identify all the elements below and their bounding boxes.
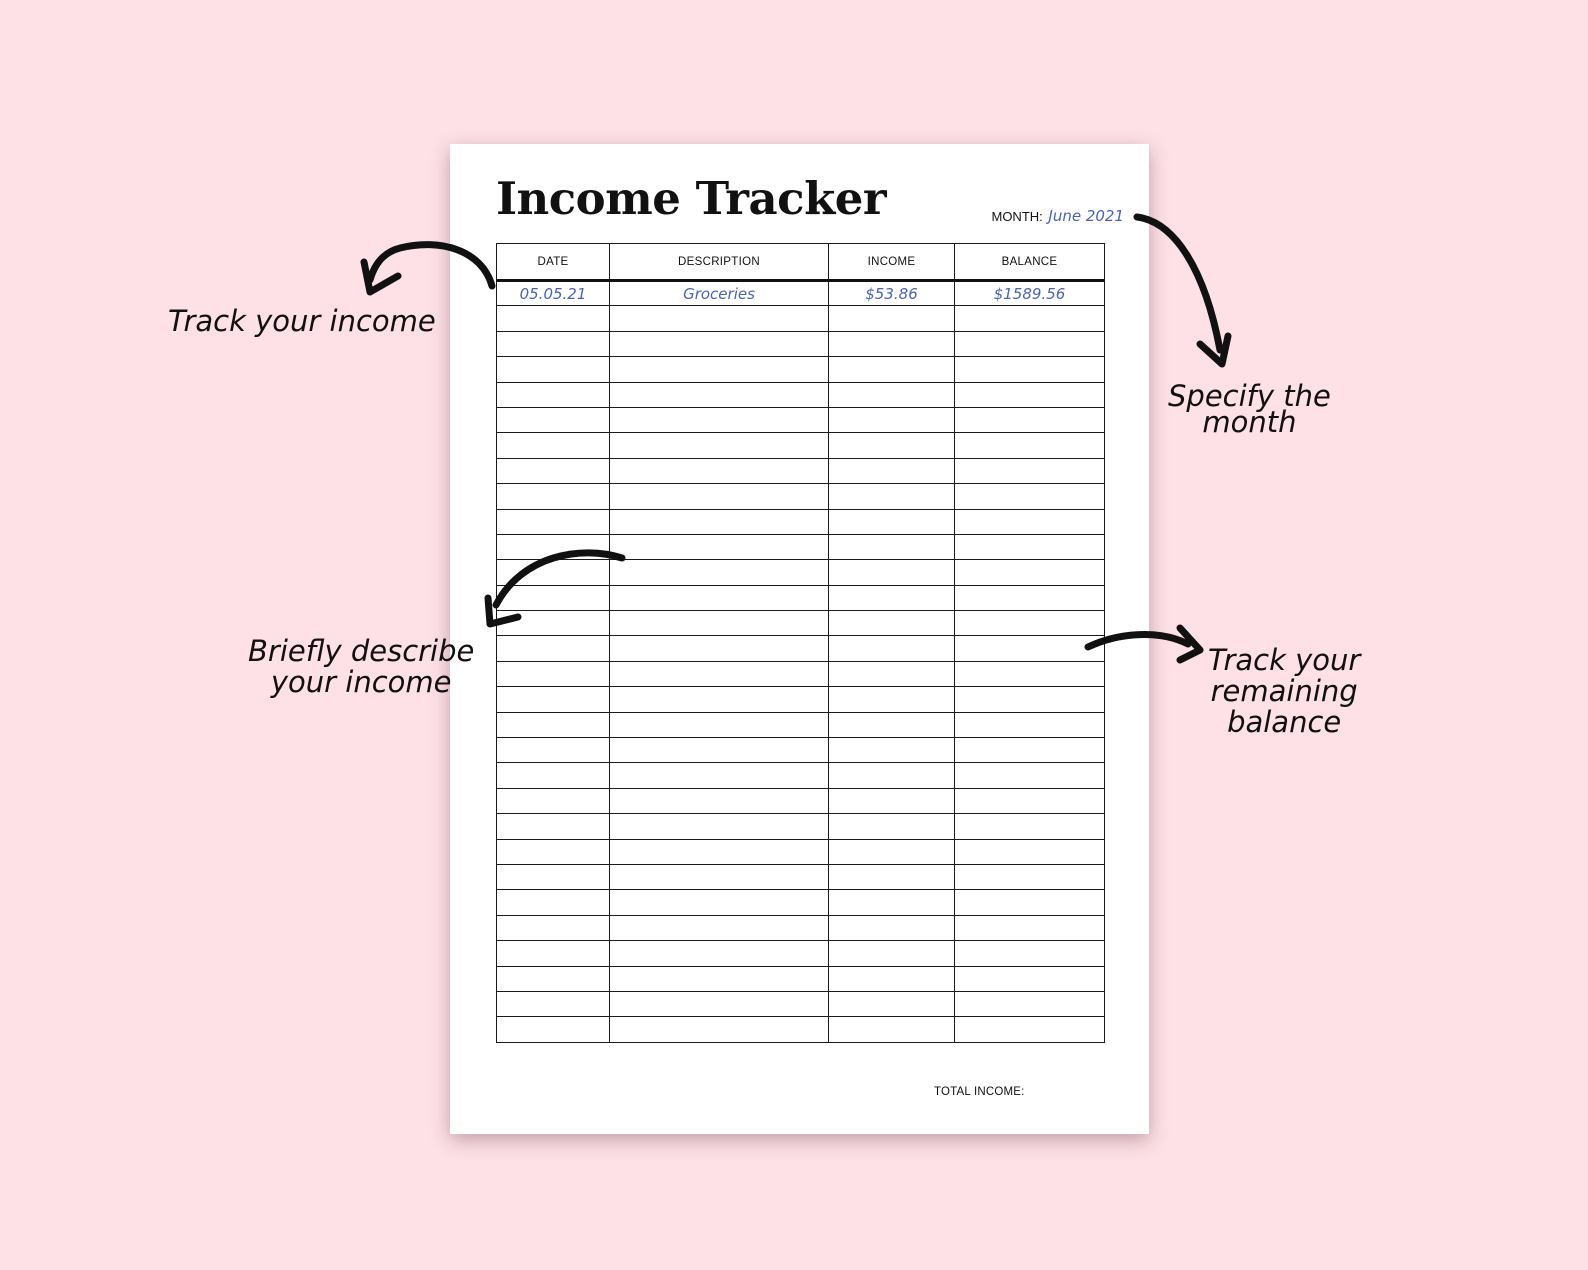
- annotation-line: Specify the: [1168, 379, 1331, 413]
- cell-balance: [955, 534, 1105, 559]
- cell-date: [497, 306, 610, 331]
- table-row: [497, 382, 1105, 407]
- arrow-specify-month-icon: [1137, 217, 1228, 364]
- cell-date: [497, 839, 610, 864]
- cell-income: [829, 382, 955, 407]
- cell-description: [610, 864, 829, 889]
- table-row: [497, 534, 1105, 559]
- annotation-line: balance: [1227, 705, 1342, 740]
- cell-balance: [955, 966, 1105, 991]
- cell-income: [829, 712, 955, 737]
- cell-description: [610, 636, 829, 661]
- cell-date: [497, 509, 610, 534]
- cell-description: [610, 991, 829, 1016]
- cell-income: [829, 763, 955, 788]
- cell-balance: [955, 484, 1105, 509]
- cell-date: [497, 611, 610, 636]
- cell-income: [829, 484, 955, 509]
- cell-date: [497, 534, 610, 559]
- table-row: [497, 484, 1105, 509]
- column-header-balance: BALANCE: [955, 244, 1105, 281]
- cell-date: [497, 890, 610, 915]
- cell-income: [829, 611, 955, 636]
- cell-balance: [955, 611, 1105, 636]
- income-table: [496, 243, 1105, 1043]
- cell-description: [610, 890, 829, 915]
- cell-date: [497, 331, 610, 356]
- cell-date: [497, 1017, 610, 1042]
- cell-income: [829, 814, 955, 839]
- cell-income: [829, 458, 955, 483]
- cell-description: [610, 484, 829, 509]
- entry-income: $53.86: [829, 281, 955, 306]
- cell-balance: [955, 306, 1105, 331]
- annotation-describe-income: [248, 636, 474, 698]
- table-row: [497, 281, 1105, 306]
- table-row: [497, 611, 1105, 636]
- cell-income: [829, 661, 955, 686]
- table-row: [497, 687, 1105, 712]
- table-row: [497, 941, 1105, 966]
- cell-description: [610, 941, 829, 966]
- cell-balance: [955, 636, 1105, 661]
- table-row: [497, 1017, 1105, 1042]
- column-header-date: DATE: [497, 244, 610, 281]
- cell-balance: [955, 509, 1105, 534]
- table-row: [497, 966, 1105, 991]
- cell-description: [610, 560, 829, 585]
- cell-description: [610, 814, 829, 839]
- table-row: [497, 763, 1105, 788]
- cell-income: [829, 636, 955, 661]
- cell-income: [829, 991, 955, 1016]
- cell-description: [610, 661, 829, 686]
- cell-date: [497, 788, 610, 813]
- month-value: June 2021: [1048, 207, 1124, 225]
- cell-date: [497, 814, 610, 839]
- annotation-line: remaining: [1210, 674, 1358, 709]
- cell-balance: [955, 864, 1105, 889]
- table-row: [497, 560, 1105, 585]
- column-header-description: DESCRIPTION: [610, 244, 829, 281]
- cell-income: [829, 509, 955, 534]
- entry-balance: $1589.56: [955, 281, 1105, 306]
- cell-income: [829, 331, 955, 356]
- cell-date: [497, 560, 610, 585]
- cell-balance: [955, 331, 1105, 356]
- cell-income: [829, 864, 955, 889]
- table-row: [497, 585, 1105, 610]
- cell-date: [497, 661, 610, 686]
- table-row: [497, 458, 1105, 483]
- cell-balance: [955, 407, 1105, 432]
- cell-income: [829, 560, 955, 585]
- cell-description: [610, 433, 829, 458]
- table-row: [497, 661, 1105, 686]
- cell-description: [610, 585, 829, 610]
- cell-description: [610, 509, 829, 534]
- cell-description: [610, 1017, 829, 1042]
- cell-income: [829, 738, 955, 763]
- sheet-title: Income Tracker: [496, 172, 887, 225]
- cell-description: [610, 687, 829, 712]
- table-row: [497, 991, 1105, 1016]
- annotation-text: Track your income: [168, 304, 436, 338]
- table-row: [497, 712, 1105, 737]
- cell-balance: [955, 433, 1105, 458]
- table-row: [497, 357, 1105, 382]
- month-label: MONTH:: [991, 209, 1043, 224]
- cell-income: [829, 585, 955, 610]
- cell-date: [497, 585, 610, 610]
- cell-date: [497, 458, 610, 483]
- cell-date: [497, 864, 610, 889]
- annotation-remaining-balance: [1208, 645, 1360, 738]
- cell-balance: [955, 712, 1105, 737]
- cell-income: [829, 407, 955, 432]
- cell-balance: [955, 915, 1105, 940]
- cell-date: [497, 991, 610, 1016]
- annotation-line: your income: [270, 665, 452, 700]
- annotation-line: Track your: [1208, 643, 1361, 677]
- cell-income: [829, 890, 955, 915]
- cell-income: [829, 941, 955, 966]
- cell-balance: [955, 382, 1105, 407]
- table-row: [497, 814, 1105, 839]
- cell-balance: [955, 687, 1105, 712]
- cell-date: [497, 484, 610, 509]
- cell-balance: [955, 1017, 1105, 1042]
- cell-description: [610, 788, 829, 813]
- table-header-row: [497, 244, 1105, 281]
- cell-income: [829, 306, 955, 331]
- cell-date: [497, 738, 610, 763]
- table-row: [497, 738, 1105, 763]
- annotation-track-income: [168, 306, 436, 337]
- cell-description: [610, 331, 829, 356]
- table-row: [497, 331, 1105, 356]
- cell-balance: [955, 458, 1105, 483]
- cell-date: [497, 357, 610, 382]
- cell-income: [829, 357, 955, 382]
- cell-date: [497, 687, 610, 712]
- cell-balance: [955, 814, 1105, 839]
- cell-description: [610, 763, 829, 788]
- cell-description: [610, 382, 829, 407]
- table-row: [497, 915, 1105, 940]
- cell-description: [610, 306, 829, 331]
- cell-date: [497, 966, 610, 991]
- cell-date: [497, 763, 610, 788]
- cell-date: [497, 712, 610, 737]
- cell-description: [610, 839, 829, 864]
- income-tracker-sheet: [450, 144, 1149, 1134]
- cell-balance: [955, 585, 1105, 610]
- annotation-line: Briefly describe: [248, 634, 475, 668]
- cell-balance: [955, 788, 1105, 813]
- entry-date: 05.05.21: [497, 281, 610, 306]
- table-row: [497, 636, 1105, 661]
- cell-balance: [955, 560, 1105, 585]
- table-row: [497, 433, 1105, 458]
- cell-income: [829, 433, 955, 458]
- cell-balance: [955, 738, 1105, 763]
- cell-balance: [955, 661, 1105, 686]
- table-row: [497, 509, 1105, 534]
- table-row: [497, 788, 1105, 813]
- table-row: [497, 890, 1105, 915]
- month-field: [991, 207, 1124, 225]
- table-row: [497, 407, 1105, 432]
- cell-date: [497, 636, 610, 661]
- cell-date: [497, 941, 610, 966]
- cell-balance: [955, 839, 1105, 864]
- cell-description: [610, 407, 829, 432]
- cell-description: [610, 611, 829, 636]
- cell-income: [829, 966, 955, 991]
- cell-date: [497, 915, 610, 940]
- cell-description: [610, 534, 829, 559]
- table-row: [497, 306, 1105, 331]
- cell-income: [829, 915, 955, 940]
- cell-income: [829, 687, 955, 712]
- table-body: [497, 281, 1105, 1043]
- cell-description: [610, 357, 829, 382]
- table-row: [497, 864, 1105, 889]
- cell-income: [829, 788, 955, 813]
- cell-description: [610, 966, 829, 991]
- cell-description: [610, 915, 829, 940]
- cell-income: [829, 839, 955, 864]
- entry-description: Groceries: [610, 281, 829, 306]
- cell-date: [497, 407, 610, 432]
- table-row: [497, 839, 1105, 864]
- cell-balance: [955, 890, 1105, 915]
- total-income-label: TOTAL INCOME:: [934, 1086, 1025, 1098]
- column-header-income: INCOME: [829, 244, 955, 281]
- cell-income: [829, 1017, 955, 1042]
- cell-income: [829, 534, 955, 559]
- cell-date: [497, 382, 610, 407]
- cell-date: [497, 433, 610, 458]
- cell-description: [610, 458, 829, 483]
- cell-description: [610, 738, 829, 763]
- cell-balance: [955, 991, 1105, 1016]
- annotation-line: month: [1202, 404, 1297, 439]
- cell-balance: [955, 941, 1105, 966]
- annotation-specify-month: [1168, 379, 1331, 439]
- cell-balance: [955, 357, 1105, 382]
- cell-balance: [955, 763, 1105, 788]
- cell-description: [610, 712, 829, 737]
